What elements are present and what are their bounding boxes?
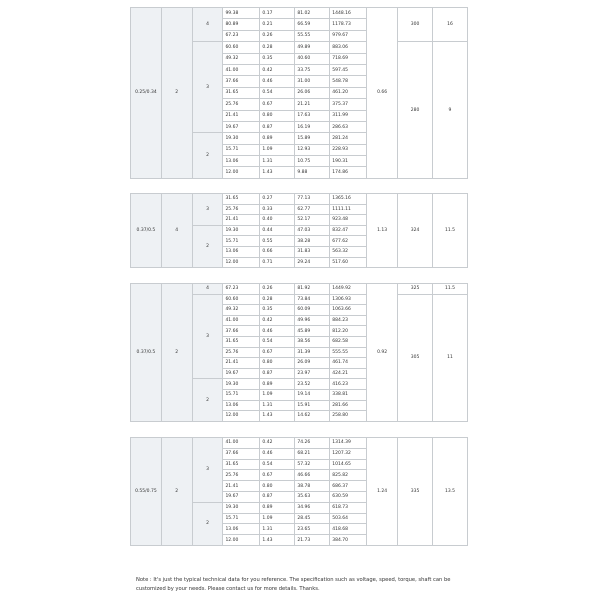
value-cell: 31.65 <box>223 336 260 347</box>
value-cell: 686.37 <box>330 481 367 492</box>
value-cell: 563.32 <box>330 246 367 257</box>
value-cell: 41.00 <box>223 315 260 326</box>
value-cell: 15.71 <box>223 236 260 247</box>
stage-cell: 3 <box>192 438 223 503</box>
spec-table-1 <box>130 7 468 179</box>
value-cell: 0.80 <box>260 358 295 369</box>
value-cell: 677.62 <box>330 236 367 247</box>
value-cell: 0.46 <box>260 76 295 87</box>
value-cell: 12.93 <box>295 144 330 155</box>
value-cell: 47.03 <box>295 225 330 236</box>
value-cell: 60.09 <box>295 305 330 316</box>
value-cell: 1.09 <box>260 389 295 400</box>
spec-b-cell: 9 <box>432 42 467 179</box>
value-cell: 338.81 <box>330 389 367 400</box>
value-cell: 31.83 <box>295 246 330 257</box>
value-cell: 375.37 <box>330 99 367 110</box>
value-cell: 49.96 <box>295 315 330 326</box>
value-cell: 31.39 <box>295 347 330 358</box>
value-cell: 0.21 <box>260 19 295 30</box>
value-cell: 0.89 <box>260 379 295 390</box>
poles-cell: 4 <box>161 194 192 268</box>
value-cell: 41.00 <box>223 438 260 449</box>
value-cell: 1448.16 <box>330 8 367 19</box>
spec-b-cell: 11.5 <box>432 194 467 268</box>
value-cell: 49.32 <box>223 305 260 316</box>
rated-cell: 1.13 <box>367 194 398 268</box>
spec-a-cell: 300 <box>398 8 433 42</box>
value-cell: 23.52 <box>295 379 330 390</box>
value-cell: 81.02 <box>295 8 330 19</box>
value-cell: 62.77 <box>295 204 330 215</box>
value-cell: 21.41 <box>223 215 260 226</box>
poles-cell: 2 <box>161 8 192 179</box>
value-cell: 0.55 <box>260 236 295 247</box>
value-cell: 0.80 <box>260 481 295 492</box>
value-cell: 923.48 <box>330 215 367 226</box>
value-cell: 17.63 <box>295 110 330 121</box>
stage-cell: 3 <box>192 194 223 226</box>
value-cell: 21.21 <box>295 99 330 110</box>
value-cell: 1014.65 <box>330 459 367 470</box>
value-cell: 1.09 <box>260 513 295 524</box>
value-cell: 45.89 <box>295 326 330 337</box>
rated-cell: 0.92 <box>367 284 398 422</box>
spec-b-cell: 16 <box>432 8 467 42</box>
value-cell: 73.84 <box>295 294 330 305</box>
footnote-line-2: customized by your needs. Please contact us for more details. Thanks. <box>136 586 320 592</box>
value-cell: 26.09 <box>295 358 330 369</box>
value-cell: 682.58 <box>330 336 367 347</box>
value-cell: 49.89 <box>295 42 330 53</box>
value-cell: 33.75 <box>295 64 330 75</box>
value-cell: 77.13 <box>295 194 330 205</box>
value-cell: 0.89 <box>260 502 295 513</box>
value-cell: 35.63 <box>295 491 330 502</box>
spec-table-3 <box>130 283 468 422</box>
value-cell: 15.71 <box>223 144 260 155</box>
value-cell: 1.09 <box>260 144 295 155</box>
value-cell: 67.23 <box>223 30 260 41</box>
value-cell: 68.21 <box>295 448 330 459</box>
value-cell: 0.87 <box>260 121 295 132</box>
value-cell: 0.87 <box>260 368 295 379</box>
value-cell: 23.65 <box>295 524 330 535</box>
value-cell: 0.44 <box>260 225 295 236</box>
value-cell: 1.31 <box>260 156 295 167</box>
value-cell: 41.00 <box>223 64 260 75</box>
value-cell: 555.55 <box>330 347 367 358</box>
value-cell: 384.70 <box>330 535 367 546</box>
value-cell: 21.41 <box>223 358 260 369</box>
value-cell: 618.73 <box>330 502 367 513</box>
value-cell: 0.42 <box>260 438 295 449</box>
spec-a-cell: 335 <box>398 438 433 546</box>
value-cell: 1.43 <box>260 411 295 422</box>
value-cell: 825.82 <box>330 470 367 481</box>
value-cell: 0.54 <box>260 459 295 470</box>
value-cell: 0.67 <box>260 470 295 481</box>
value-cell: 21.73 <box>295 535 330 546</box>
value-cell: 0.67 <box>260 347 295 358</box>
poles-cell: 2 <box>161 284 192 422</box>
value-cell: 517.60 <box>330 257 367 268</box>
value-cell: 81.92 <box>295 284 330 295</box>
value-cell: 55.55 <box>295 30 330 41</box>
value-cell: 52.17 <box>295 215 330 226</box>
spec-a-cell: 325 <box>398 284 433 295</box>
value-cell: 174.86 <box>330 167 367 178</box>
value-cell: 14.62 <box>295 411 330 422</box>
value-cell: 37.66 <box>223 326 260 337</box>
stage-cell: 4 <box>192 284 223 295</box>
value-cell: 0.35 <box>260 53 295 64</box>
value-cell: 0.54 <box>260 336 295 347</box>
value-cell: 15.71 <box>223 389 260 400</box>
value-cell: 1.31 <box>260 524 295 535</box>
rated-cell: 0.66 <box>367 8 398 179</box>
value-cell: 19.30 <box>223 379 260 390</box>
value-cell: 25.76 <box>223 347 260 358</box>
value-cell: 0.80 <box>260 110 295 121</box>
ratio-cell: 0.37/0.5 <box>131 194 162 268</box>
value-cell: 0.40 <box>260 215 295 226</box>
value-cell: 0.17 <box>260 8 295 19</box>
value-cell: 12.00 <box>223 167 260 178</box>
value-cell: 0.67 <box>260 99 295 110</box>
value-cell: 311.99 <box>330 110 367 121</box>
value-cell: 503.64 <box>330 513 367 524</box>
footnote <box>136 576 476 594</box>
value-cell: 1449.92 <box>330 284 367 295</box>
value-cell: 19.14 <box>295 389 330 400</box>
spec-a-cell: 280 <box>398 42 433 179</box>
value-cell: 46.66 <box>295 470 330 481</box>
value-cell: 281.24 <box>330 133 367 144</box>
value-cell: 228.93 <box>330 144 367 155</box>
value-cell: 60.60 <box>223 294 260 305</box>
value-cell: 548.78 <box>330 76 367 87</box>
value-cell: 38.78 <box>295 481 330 492</box>
value-cell: 979.67 <box>330 30 367 41</box>
value-cell: 1207.32 <box>330 448 367 459</box>
stage-cell: 2 <box>192 225 223 267</box>
value-cell: 0.28 <box>260 294 295 305</box>
value-cell: 1.43 <box>260 535 295 546</box>
value-cell: 461.74 <box>330 358 367 369</box>
value-cell: 74.26 <box>295 438 330 449</box>
value-cell: 1365.16 <box>330 194 367 205</box>
value-cell: 286.63 <box>330 121 367 132</box>
value-cell: 19.67 <box>223 368 260 379</box>
stage-cell: 4 <box>192 8 223 42</box>
stage-cell: 3 <box>192 42 223 133</box>
value-cell: 0.33 <box>260 204 295 215</box>
value-cell: 26.06 <box>295 87 330 98</box>
value-cell: 10.75 <box>295 156 330 167</box>
value-cell: 0.54 <box>260 87 295 98</box>
value-cell: 1.43 <box>260 167 295 178</box>
value-cell: 19.30 <box>223 502 260 513</box>
value-cell: 37.66 <box>223 76 260 87</box>
value-cell: 883.06 <box>330 42 367 53</box>
value-cell: 19.67 <box>223 121 260 132</box>
value-cell: 13.06 <box>223 524 260 535</box>
value-cell: 31.65 <box>223 87 260 98</box>
value-cell: 12.00 <box>223 411 260 422</box>
footnote-line-1: Note : It's just the typical technical data for you reference. The specification such as voltage, speed, torque, shaft can be <box>136 577 451 583</box>
value-cell: 630.59 <box>330 491 367 502</box>
value-cell: 418.68 <box>330 524 367 535</box>
value-cell: 28.45 <box>295 513 330 524</box>
value-cell: 12.00 <box>223 257 260 268</box>
value-cell: 38.28 <box>295 236 330 247</box>
value-cell: 21.41 <box>223 110 260 121</box>
value-cell: 1.31 <box>260 400 295 411</box>
value-cell: 15.91 <box>295 400 330 411</box>
value-cell: 38.56 <box>295 336 330 347</box>
stage-cell: 2 <box>192 379 223 421</box>
spec-table-2 <box>130 193 468 268</box>
value-cell: 13.06 <box>223 400 260 411</box>
value-cell: 0.46 <box>260 326 295 337</box>
value-cell: 0.26 <box>260 30 295 41</box>
value-cell: 57.32 <box>295 459 330 470</box>
ratio-cell: 0.55/0.75 <box>131 438 162 546</box>
rated-cell: 1.24 <box>367 438 398 546</box>
value-cell: 0.42 <box>260 315 295 326</box>
value-cell: 0.46 <box>260 448 295 459</box>
value-cell: 40.60 <box>295 53 330 64</box>
value-cell: 15.71 <box>223 513 260 524</box>
value-cell: 1063.66 <box>330 305 367 316</box>
value-cell: 34.96 <box>295 502 330 513</box>
poles-cell: 2 <box>161 438 192 546</box>
value-cell: 99.38 <box>223 8 260 19</box>
value-cell: 16.19 <box>295 121 330 132</box>
value-cell: 23.97 <box>295 368 330 379</box>
value-cell: 31.65 <box>223 194 260 205</box>
value-cell: 812.20 <box>330 326 367 337</box>
value-cell: 832.47 <box>330 225 367 236</box>
value-cell: 0.87 <box>260 491 295 502</box>
value-cell: 1111.11 <box>330 204 367 215</box>
value-cell: 884.23 <box>330 315 367 326</box>
table-row <box>131 8 468 19</box>
value-cell: 0.66 <box>260 246 295 257</box>
value-cell: 13.06 <box>223 246 260 257</box>
value-cell: 0.89 <box>260 133 295 144</box>
value-cell: 60.60 <box>223 42 260 53</box>
value-cell: 1306.93 <box>330 294 367 305</box>
value-cell: 0.26 <box>260 284 295 295</box>
stage-cell: 2 <box>192 502 223 545</box>
table-row <box>131 284 468 295</box>
value-cell: 19.30 <box>223 225 260 236</box>
value-cell: 19.67 <box>223 491 260 502</box>
value-cell: 461.20 <box>330 87 367 98</box>
value-cell: 80.89 <box>223 19 260 30</box>
value-cell: 66.59 <box>295 19 330 30</box>
table-row <box>131 438 468 449</box>
value-cell: 0.27 <box>260 194 295 205</box>
value-cell: 424.21 <box>330 368 367 379</box>
value-cell: 13.06 <box>223 156 260 167</box>
stage-cell: 2 <box>192 133 223 179</box>
value-cell: 281.66 <box>330 400 367 411</box>
value-cell: 31.65 <box>223 459 260 470</box>
spec-a-cell: 324 <box>398 194 433 268</box>
value-cell: 49.32 <box>223 53 260 64</box>
stage-cell: 3 <box>192 294 223 379</box>
value-cell: 25.76 <box>223 470 260 481</box>
value-cell: 9.88 <box>295 167 330 178</box>
value-cell: 67.23 <box>223 284 260 295</box>
value-cell: 718.69 <box>330 53 367 64</box>
spec-table-4 <box>130 437 468 546</box>
value-cell: 19.30 <box>223 133 260 144</box>
value-cell: 0.42 <box>260 64 295 75</box>
value-cell: 15.89 <box>295 133 330 144</box>
value-cell: 37.66 <box>223 448 260 459</box>
value-cell: 12.00 <box>223 535 260 546</box>
value-cell: 0.35 <box>260 305 295 316</box>
value-cell: 190.31 <box>330 156 367 167</box>
ratio-cell: 0.37/0.5 <box>131 284 162 422</box>
value-cell: 29.24 <box>295 257 330 268</box>
value-cell: 258.80 <box>330 411 367 422</box>
value-cell: 1178.73 <box>330 19 367 30</box>
value-cell: 21.41 <box>223 481 260 492</box>
ratio-cell: 0.25/0.34 <box>131 8 162 179</box>
spec-a-cell: 305 <box>398 294 433 421</box>
spec-b-cell: 11 <box>432 294 467 421</box>
spec-b-cell: 13.5 <box>432 438 467 546</box>
value-cell: 416.23 <box>330 379 367 390</box>
value-cell: 1314.39 <box>330 438 367 449</box>
table-row <box>131 194 468 205</box>
value-cell: 597.45 <box>330 64 367 75</box>
value-cell: 25.76 <box>223 204 260 215</box>
value-cell: 31.00 <box>295 76 330 87</box>
value-cell: 0.71 <box>260 257 295 268</box>
value-cell: 0.28 <box>260 42 295 53</box>
value-cell: 25.76 <box>223 99 260 110</box>
spec-b-cell: 11.5 <box>432 284 467 295</box>
